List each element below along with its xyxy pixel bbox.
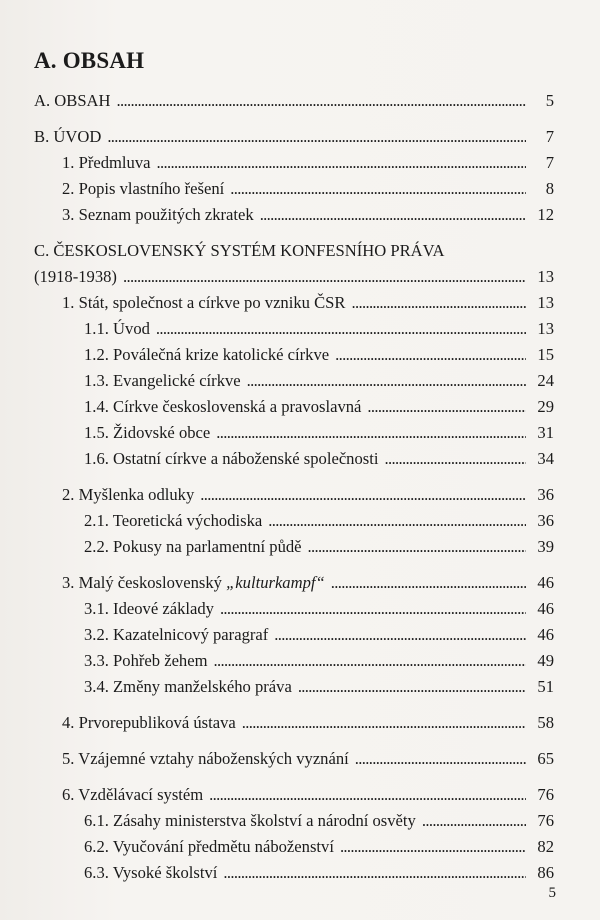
dot-leader — [355, 746, 526, 772]
toc-label: 6.1. Zásahy ministerstva školství a národní osvěty — [84, 811, 416, 830]
toc-label: 3. Seznam použitých zkratek — [62, 205, 254, 224]
toc-entry — [34, 176, 554, 202]
dot-leader — [156, 316, 526, 342]
toc-entry — [34, 860, 554, 886]
dot-leader — [422, 808, 526, 834]
toc-label-text: 3. Malý československý — [62, 573, 227, 592]
toc-page: 65 — [537, 749, 554, 768]
page-number: 5 — [548, 885, 556, 901]
toc-entry — [34, 150, 554, 176]
toc-label: 4. Prvorepubliková ústava — [62, 713, 236, 732]
dot-leader — [209, 782, 526, 808]
dot-leader — [117, 88, 526, 114]
toc-entry — [34, 394, 554, 420]
toc-entry — [34, 368, 554, 394]
toc-entry — [34, 710, 554, 736]
toc-entry — [34, 534, 554, 560]
dot-leader — [335, 342, 526, 368]
toc-page: 46 — [537, 625, 554, 644]
toc-entry — [34, 238, 554, 264]
dot-leader — [260, 202, 526, 228]
dot-leader — [214, 648, 527, 674]
toc-label: 3.1. Ideové základy — [84, 599, 214, 618]
toc-page: 39 — [537, 537, 554, 556]
toc-entry — [34, 446, 554, 472]
toc-label: 1.1. Úvod — [84, 319, 150, 338]
toc-label: 5. Vzájemné vztahy náboženských vyznání — [62, 749, 349, 768]
toc-page: 46 — [537, 599, 554, 618]
toc-entry — [34, 746, 554, 772]
dot-leader — [242, 710, 526, 736]
toc-page: 24 — [537, 371, 554, 390]
toc-label: A. OBSAH — [34, 91, 111, 110]
dot-leader — [223, 860, 526, 886]
toc-entry — [34, 674, 554, 700]
toc-label: 2.1. Teoretická východiska — [84, 511, 263, 530]
toc-label: 3.3. Pohřeb žehem — [84, 651, 208, 670]
toc-page: 36 — [537, 511, 554, 530]
dot-leader — [384, 446, 526, 472]
toc-label: C. ČESKOSLOVENSKÝ SYSTÉM KONFESNÍHO PRÁVA — [34, 241, 445, 260]
toc-label: 1.4. Církve československá a pravoslavná — [84, 397, 362, 416]
toc-page: 58 — [537, 713, 554, 732]
dot-leader — [157, 150, 527, 176]
toc-page: 7 — [545, 153, 554, 172]
toc-entry — [34, 88, 554, 114]
toc-entry — [34, 482, 554, 508]
toc-label: 2.2. Pokusy na parlamentní půdě — [84, 537, 302, 556]
toc-entry — [34, 570, 554, 596]
dot-leader — [268, 508, 526, 534]
toc-entry — [34, 808, 554, 834]
dot-leader — [308, 534, 526, 560]
toc-page: 29 — [537, 397, 554, 416]
toc-page: 51 — [537, 677, 554, 696]
toc-page: 12 — [537, 205, 554, 224]
toc-label: 1.5. Židovské obce — [84, 423, 211, 442]
toc-entry — [34, 316, 554, 342]
toc-label: (1918-1938) — [34, 267, 117, 286]
toc-entry — [34, 202, 554, 228]
page-title: A. OBSAH — [34, 48, 145, 73]
toc-page: 31 — [537, 423, 554, 442]
toc-label: 1. Předmluva — [62, 153, 151, 172]
toc-label: 1.3. Evangelické církve — [84, 371, 241, 390]
toc-page: 76 — [537, 811, 554, 830]
dot-leader — [123, 264, 526, 290]
toc-label: 3.2. Kazatelnicový paragraf — [84, 625, 269, 644]
toc-page: 86 — [537, 863, 554, 882]
table-of-contents — [34, 88, 554, 886]
toc-entry — [34, 290, 554, 316]
toc-page: 82 — [537, 837, 554, 856]
toc-page: 13 — [537, 267, 554, 286]
toc-label: 1.2. Poválečná krize katolické církve — [84, 345, 330, 364]
dot-leader — [298, 674, 526, 700]
toc-page: 76 — [537, 785, 554, 804]
toc-page: 46 — [537, 573, 554, 592]
toc-entry — [34, 834, 554, 860]
dot-leader — [367, 394, 526, 420]
dot-leader — [351, 290, 526, 316]
toc-label: 3.4. Změny manželského práva — [84, 677, 292, 696]
dot-leader — [274, 622, 526, 648]
toc-entry — [34, 622, 554, 648]
toc-label: 2. Myšlenka odluky — [62, 485, 195, 504]
toc-entry — [34, 342, 554, 368]
toc-label: 1. Stát, společnost a církve po vzniku ČSR — [62, 293, 346, 312]
toc-entry — [34, 124, 554, 150]
toc-entry — [34, 264, 554, 290]
toc-page: 15 — [537, 345, 554, 364]
dot-leader — [220, 596, 526, 622]
dot-leader — [247, 368, 526, 394]
dot-leader — [230, 176, 526, 202]
toc-page: 13 — [537, 319, 554, 338]
toc-entry — [34, 596, 554, 622]
toc-page: 49 — [537, 651, 554, 670]
toc-label: 1.6. Ostatní církve a náboženské společnosti — [84, 449, 379, 468]
toc-label — [62, 570, 325, 596]
toc-entry — [34, 648, 554, 674]
dot-leader — [200, 482, 526, 508]
toc-label: 6.2. Vyučování předmětu náboženství — [84, 837, 334, 856]
dot-leader — [216, 420, 526, 446]
dot-leader — [340, 834, 526, 860]
toc-page: 36 — [537, 485, 554, 504]
dot-leader — [331, 570, 526, 596]
toc-label-italic: „kulturkampf“ — [226, 573, 325, 592]
toc-label: 2. Popis vlastního řešení — [62, 179, 225, 198]
toc-page: 34 — [537, 449, 554, 468]
toc-entry — [34, 508, 554, 534]
toc-entry — [34, 420, 554, 446]
toc-page: 5 — [545, 91, 554, 110]
toc-page: 8 — [545, 179, 554, 198]
toc-page: 7 — [545, 127, 554, 146]
dot-leader — [107, 124, 526, 150]
toc-label: 6.3. Vysoké školství — [84, 863, 218, 882]
toc-entry — [34, 782, 554, 808]
toc-page: 13 — [537, 293, 554, 312]
toc-label: B. ÚVOD — [34, 127, 102, 146]
toc-label: 6. Vzdělávací systém — [62, 785, 204, 804]
